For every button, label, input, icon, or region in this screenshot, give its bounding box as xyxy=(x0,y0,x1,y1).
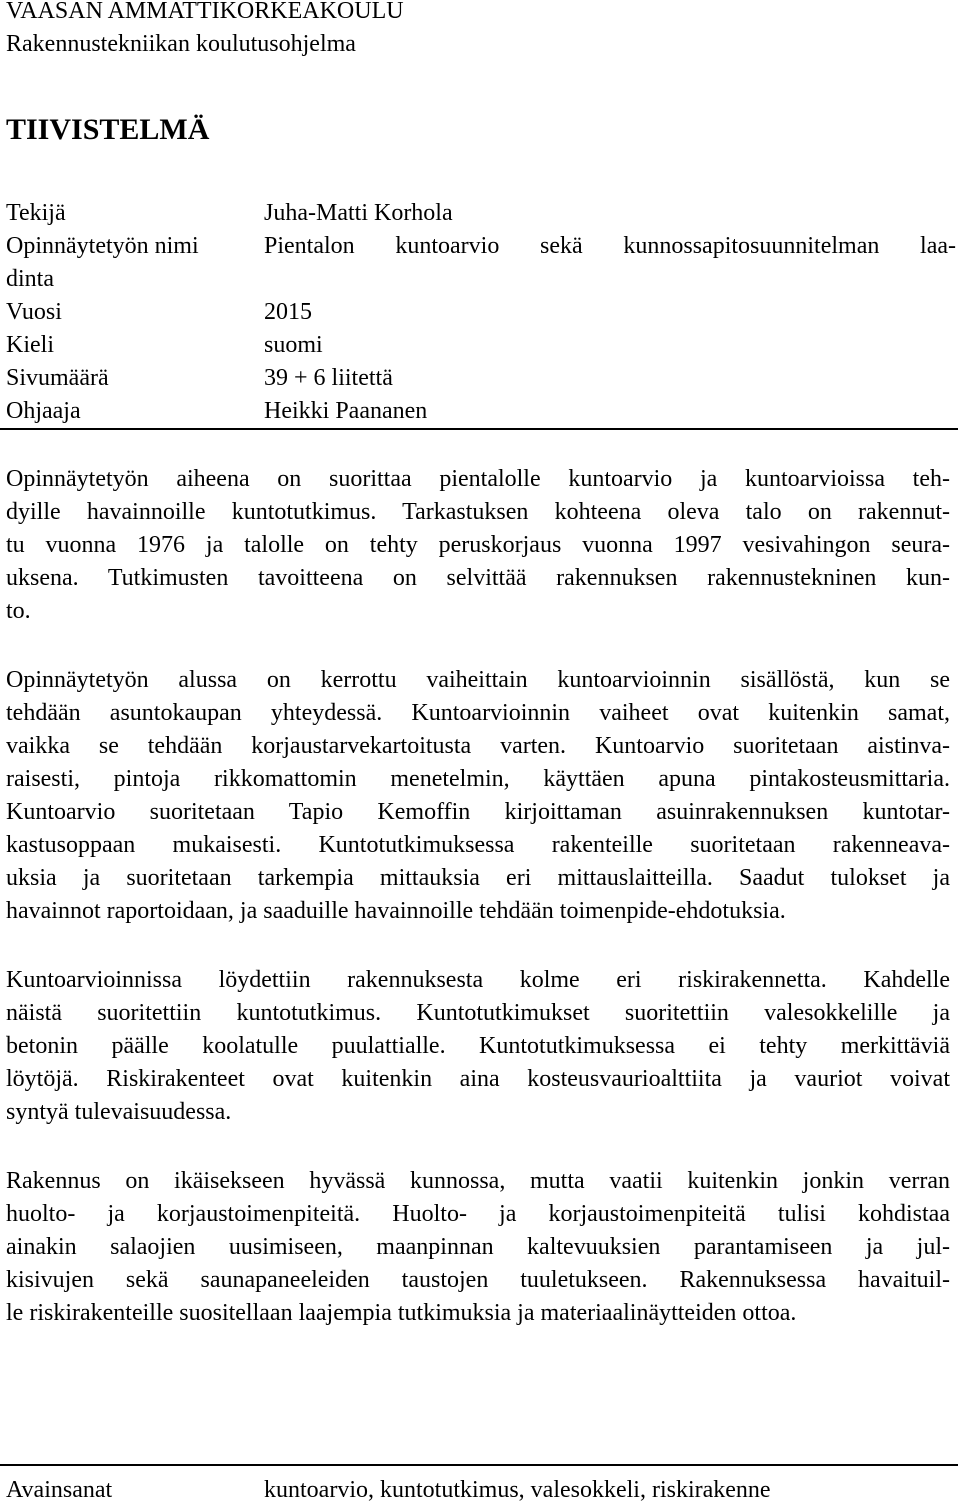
year-label: Vuosi xyxy=(6,299,62,325)
abstract-paragraph-4 xyxy=(6,1165,950,1330)
paragraph-line: le riskirakenteille suositellaan laajempia tutkimuksia ja materiaalinäytteiden ottoa. xyxy=(6,1300,797,1326)
keywords-divider xyxy=(0,1464,958,1466)
paragraph-line: näistä suoritettiin kuntotutkimus. Kuntotutkimukset suoritettiin valesokkelille ja xyxy=(6,1000,950,1026)
year-value: 2015 xyxy=(264,299,312,325)
paragraph-line: uksena. Tutkimusten tavoitteena on selvittää rakennuksen rakennustekninen kun- xyxy=(6,565,950,591)
paragraph-line: kisivujen sekä saunapaneeleiden taustojen tuuletukseen. Rakennuksessa havaituil- xyxy=(6,1267,950,1293)
abstract-paragraph-3 xyxy=(6,964,950,1129)
meta-row-thesis-title xyxy=(6,230,956,296)
paragraph-line: to. xyxy=(6,598,31,624)
language-value: suomi xyxy=(264,332,323,358)
paragraph-line: Opinnäytetyön aiheena on suorittaa pientalolle kuntoarvio ja kuntoarvioissa teh- xyxy=(6,466,950,492)
school-name: VAASAN AMMATTIKORKEAKOULU xyxy=(6,0,404,24)
paragraph-line: syntyä tulevaisuudessa. xyxy=(6,1099,232,1125)
paragraph-line: betonin päälle koolatulle puulattialle. Kuntotutkimuksessa ei tehty merkittäviä xyxy=(6,1033,950,1059)
paragraph-line: Opinnäytetyön alussa on kerrottu vaiheittain kuntoarvioinnin sisällöstä, kun se xyxy=(6,667,950,693)
page-title: TIIVISTELMÄ xyxy=(6,113,210,146)
thesis-title-line-2: dinta xyxy=(6,266,54,292)
degree-programme: Rakennustekniikan koulutusohjelma xyxy=(6,31,356,57)
language-label: Kieli xyxy=(6,332,54,358)
thesis-title-line-1: Pientalon kuntoarvio sekä kunnossapitosuunnitelman laa- xyxy=(264,233,956,259)
paragraph-line: vaikka se tehdään korjaustarvekartoitusta varten. Kuntoarvio suoritetaan aistinva- xyxy=(6,733,950,759)
paragraph-line: dyille havainnoille kuntotutkimus. Tarkastuksen kohteena oleva talo on rakennut- xyxy=(6,499,950,525)
thesis-metadata xyxy=(6,197,956,428)
pages-value: 39 + 6 liitettä xyxy=(264,365,393,391)
abstract-body xyxy=(6,463,950,1366)
abstract-paragraph-1 xyxy=(6,463,950,628)
paragraph-line: tehdään asuntokaupan yhteydessä. Kuntoarvioinnin vaiheet ovat kuitenkin samat, xyxy=(6,700,950,726)
meta-row-supervisor xyxy=(6,395,956,428)
paragraph-line: kastusoppaan mukaisesti. Kuntotutkimuksessa rakenteille suoritetaan rakenneava- xyxy=(6,832,950,858)
abstract-paragraph-2 xyxy=(6,664,950,928)
paragraph-line: huolto- ja korjaustoimenpiteitä. Huolto- ja korjaustoimenpiteitä tulisi kohdistaa xyxy=(6,1201,950,1227)
keywords-value: kuntoarvio, kuntotutkimus, valesokkeli, riskirakenne xyxy=(264,1477,771,1503)
author-value: Juha-Matti Korhola xyxy=(264,200,453,226)
meta-row-language xyxy=(6,329,956,362)
header-divider xyxy=(0,428,958,430)
keywords-label: Avainsanat xyxy=(6,1477,113,1503)
meta-row-author xyxy=(6,197,956,230)
meta-row-year xyxy=(6,296,956,329)
thesis-title-label: Opinnäytetyön nimi xyxy=(6,233,199,259)
supervisor-value: Heikki Paananen xyxy=(264,398,428,424)
meta-row-pages xyxy=(6,362,956,395)
paragraph-line: ainakin salaojien uusimiseen, maanpinnan kaltevuuksien parantamiseen ja jul- xyxy=(6,1234,950,1260)
author-label: Tekijä xyxy=(6,200,66,226)
paragraph-line: havainnot raportoidaan, ja saaduille havainnoille tehdään toimenpide-ehdotuksia. xyxy=(6,898,786,924)
pages-label: Sivumäärä xyxy=(6,365,109,391)
paragraph-line: Rakennus on ikäisekseen hyvässä kunnossa, mutta vaatii kuitenkin jonkin verran xyxy=(6,1168,950,1194)
paragraph-line: uksia ja suoritetaan tarkempia mittauksia eri mittauslaitteilla. Saadut tulokset ja xyxy=(6,865,950,891)
supervisor-label: Ohjaaja xyxy=(6,398,81,424)
paragraph-line: Kuntoarvioinnissa löydettiin rakennuksesta kolme eri riskirakennetta. Kahdelle xyxy=(6,967,950,993)
paragraph-line: löytöjä. Riskirakenteet ovat kuitenkin aina kosteusvaurioalttiita ja vauriot voivat xyxy=(6,1066,950,1092)
paragraph-line: tu vuonna 1976 ja talolle on tehty peruskorjaus vuonna 1997 vesivahingon seura- xyxy=(6,532,950,558)
paragraph-line: Kuntoarvio suoritetaan Tapio Kemoffin kirjoittaman asuinrakennuksen kuntotar- xyxy=(6,799,950,825)
paragraph-line: raisesti, pintoja rikkomattomin menetelmin, käyttäen apuna pintakosteusmittaria. xyxy=(6,766,950,792)
